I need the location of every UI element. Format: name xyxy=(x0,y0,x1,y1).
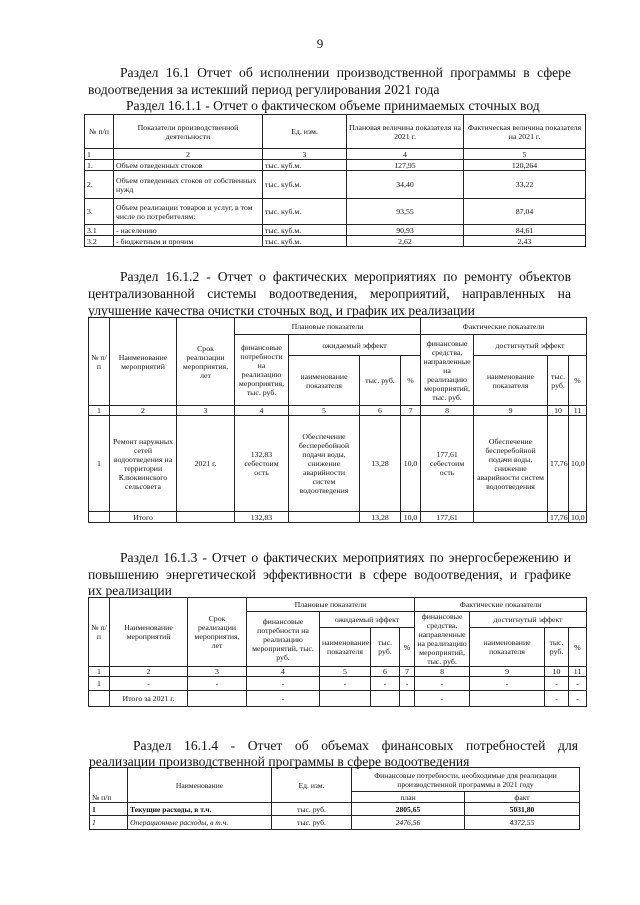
row-dash: - xyxy=(545,677,569,691)
header-name: Наименование мероприятий xyxy=(110,598,188,667)
row-achieved-effect: Обеспечение бесперебойной подачи воды, снижение аварийности систем водоотведения xyxy=(474,416,548,512)
row-num: 2. xyxy=(85,171,114,199)
row-expected-trub: 13,28 xyxy=(360,416,401,512)
col-number: 7 xyxy=(400,667,415,677)
repair-measures-table xyxy=(88,317,587,523)
total-expected-trub: 13,28 xyxy=(360,512,401,523)
section-16-1-4-title-line1: Раздел 16.1.4 - Отчет об объемах финансовых потребностей для xyxy=(133,738,578,753)
row-dash: - xyxy=(110,677,188,691)
col-number: 3 xyxy=(263,149,347,160)
header-indicator-name: наименование показателя xyxy=(320,628,371,667)
row-fin-plan: 132,83 себестоим ость xyxy=(235,416,289,512)
table-row xyxy=(85,225,586,236)
col-number: 6 xyxy=(371,667,400,677)
row-plan: 2,62 xyxy=(347,236,464,247)
header-plan-group: Плановые показатели xyxy=(235,318,421,335)
row-unit: тыс. куб.м. xyxy=(263,171,347,199)
col-number: 9 xyxy=(474,406,548,416)
header-fin-fact: финансовые средства, направленные на реализацию мероприятий, тыс. руб. xyxy=(421,335,474,406)
row-fact: 87,04 xyxy=(464,199,586,225)
header-term: Срок реализации мероприятия, лет xyxy=(188,598,247,667)
col-number: 4 xyxy=(347,149,464,160)
row-indicator: Объем отведенных стоков xyxy=(114,160,263,171)
row-fin-fact: 177,61 себестоим ость xyxy=(421,416,474,512)
section-16-1-2-title-line3: улучшение качества очистки сточных вод, и график их реализации xyxy=(88,303,475,318)
section-16-1-title-line1: Раздел 16.1 Отчет об исполнении производственной программы в сфере xyxy=(120,65,571,80)
table-row xyxy=(90,803,580,816)
section-16-1-2-title-line1: Раздел 16.1.2 - Отчет о фактических мероприятиях по ремонту объектов xyxy=(120,269,571,284)
energy-saving-table xyxy=(88,597,587,707)
header-percent: % xyxy=(401,356,421,406)
row-dash: - xyxy=(400,677,415,691)
row-dash: - xyxy=(188,677,247,691)
table-row xyxy=(89,677,587,691)
total-label: Итого за 2021 г. xyxy=(110,691,188,707)
total-dash: - xyxy=(415,691,470,707)
col-number: 2 xyxy=(114,149,263,160)
col-number: 4 xyxy=(235,406,289,416)
header-fin-plan: финансовые потребности на реализацию мероприятий, тыс. руб. xyxy=(247,612,320,667)
header-expected-effect: ожидаемый эффект xyxy=(289,335,421,356)
header-num: № п/п xyxy=(90,768,128,803)
header-num: № п/п xyxy=(89,598,110,667)
col-number: 4 xyxy=(247,667,320,677)
row-plan: 93,55 xyxy=(347,199,464,225)
row-indicator: Объем отведенных стоков от собственных нужд xyxy=(114,171,263,199)
row-num: 3.1 xyxy=(85,225,114,236)
total-dash: - xyxy=(545,691,569,707)
row-dash: - xyxy=(247,677,320,691)
row-indicator: - населению xyxy=(114,225,263,236)
col-number: 10 xyxy=(545,667,569,677)
section-16-1-3-title-line2: повышению энергетической эффективности в сфере водоотведения, и графике xyxy=(88,567,571,582)
section-16-1-title-line2: водоотведения за истекший период регулирования 2021 года xyxy=(88,82,440,97)
header-thousand-rub: тыс. руб. xyxy=(371,628,400,667)
row-achieved-trub: 17,76 xyxy=(548,416,569,512)
header-num: № п/п xyxy=(85,115,114,149)
col-number: 11 xyxy=(569,667,587,677)
col-number: 2 xyxy=(110,667,188,677)
page-number: 9 xyxy=(316,36,324,51)
row-num: 1 xyxy=(89,677,110,691)
header-fact: факт xyxy=(465,792,580,803)
row-fact: 5031,80 xyxy=(465,803,580,816)
row-num: 3.2 xyxy=(85,236,114,247)
row-plan: 127,95 xyxy=(347,160,464,171)
header-achieved-effect: достигнутый эффект xyxy=(474,335,587,356)
row-num: 1 xyxy=(89,416,110,512)
total-fin-plan: 132,83 xyxy=(235,512,289,523)
table-row xyxy=(89,416,587,512)
col-number: 10 xyxy=(548,406,569,416)
total-achieved-trub: 17,76 xyxy=(548,512,569,523)
col-number: 7 xyxy=(401,406,421,416)
row-fact: 84,61 xyxy=(464,225,586,236)
table-row xyxy=(85,236,586,247)
header-unit: Ед. изм. xyxy=(263,115,347,149)
header-indicator-name: наименование показателя xyxy=(289,356,360,406)
header-plan: план xyxy=(352,792,465,803)
col-number: 1 xyxy=(89,406,110,416)
col-number: 8 xyxy=(421,406,474,416)
row-expected-pct: 10,0 xyxy=(401,416,421,512)
header-indicator: Показатели производственной деятельности xyxy=(114,115,263,149)
table-row xyxy=(90,816,580,830)
volume-table xyxy=(84,114,586,247)
table-header-row xyxy=(85,115,586,149)
row-name: Текущие расходы, в т.ч. xyxy=(128,803,272,816)
total-row xyxy=(89,691,587,707)
row-term: 2021 г. xyxy=(177,416,235,512)
row-dash: - xyxy=(569,677,587,691)
row-achieved-pct: 10,0 xyxy=(569,416,587,512)
section-16-1-3-title-line3: их реализации xyxy=(88,583,172,598)
header-num: № п/п xyxy=(89,318,110,406)
section-16-1-1-title: Раздел 16.1.1 - Отчет о фактическом объеме принимаемых сточных вод xyxy=(126,98,540,113)
header-plan: Плановая величина показателя на 2021 г. xyxy=(347,115,464,149)
row-unit: тыс. руб. xyxy=(272,803,352,816)
col-number: 1 xyxy=(85,149,114,160)
row-plan: 2805,65 xyxy=(352,803,465,816)
header-name: Наименование мероприятий xyxy=(110,318,177,406)
row-fact: 120,264 xyxy=(464,160,586,171)
header-expected-effect: ожидаемый эффект xyxy=(320,612,415,628)
total-label: Итого xyxy=(110,512,177,523)
total-fin-fact: 177,61 xyxy=(421,512,474,523)
section-16-1-3-title-line1: Раздел 16.1.3 - Отчет о фактических мероприятиях по энергосбережению и xyxy=(120,550,571,565)
col-number: 1 xyxy=(89,667,110,677)
header-indicator-name: наименование показателя xyxy=(470,628,545,667)
col-number: 5 xyxy=(464,149,586,160)
row-dash: - xyxy=(371,677,400,691)
row-plan: 34,40 xyxy=(347,171,464,199)
row-unit: тыс. куб.м. xyxy=(263,160,347,171)
row-unit: тыс. куб.м. xyxy=(263,225,347,236)
col-number: 5 xyxy=(320,667,371,677)
col-number: 6 xyxy=(360,406,401,416)
total-dash: - xyxy=(569,691,587,707)
row-plan: 90,93 xyxy=(347,225,464,236)
row-num: 1 xyxy=(90,803,128,816)
header-percent: % xyxy=(569,628,587,667)
financial-needs-table xyxy=(89,767,580,830)
row-fact: 33,22 xyxy=(464,171,586,199)
row-unit: тыс. куб.м. xyxy=(263,199,347,225)
header-fin-fact: финансовые средства, направленные на реализацию мероприятий, тыс. руб. xyxy=(415,612,470,667)
header-thousand-rub: тыс. руб. xyxy=(545,628,569,667)
table-row xyxy=(85,171,586,199)
header-fact-group: Фактические показатели xyxy=(421,318,587,335)
header-term: Срок реализации мероприятия, лет xyxy=(177,318,235,406)
header-unit: Ед. изм. xyxy=(272,768,352,803)
row-num: 1. xyxy=(85,160,114,171)
row-name: Операционные расходы, в т.ч. xyxy=(128,816,272,830)
row-indicator: - бюджетным и прочим xyxy=(114,236,263,247)
row-dash: - xyxy=(320,677,371,691)
row-indicator: Объем реализации товаров и услуг, в том числе по потребителям: xyxy=(114,199,263,225)
row-unit: тыс. руб. xyxy=(272,816,352,830)
row-num: 3. xyxy=(85,199,114,225)
col-number: 8 xyxy=(415,667,470,677)
column-number-row xyxy=(89,667,587,677)
total-achieved-pct: 10,0 xyxy=(569,512,587,523)
header-financial-needs: Финансовые потребности, необходимые для реализации производственной программы в 2021 году xyxy=(352,768,580,792)
header-thousand-rub: тыс. руб. xyxy=(548,356,569,406)
column-number-row xyxy=(89,406,587,416)
section-16-1-2-title-line2: централизованной системы водоотведения, мероприятий, направленных на xyxy=(88,286,571,301)
row-num: 1 xyxy=(90,816,128,830)
col-number: 11 xyxy=(569,406,587,416)
table-row xyxy=(85,160,586,171)
header-plan-group: Плановые показатели xyxy=(247,598,415,612)
header-percent: % xyxy=(400,628,415,667)
col-number: 3 xyxy=(177,406,235,416)
row-name: Ремонт наружных сетей водоотведения на территории Клюквинского сельсовета xyxy=(110,416,177,512)
header-indicator-name: наименование показателя xyxy=(474,356,548,406)
row-expected-effect: Обеспечение бесперебойной подачи воды, снижение аварийности систем водоотведения xyxy=(289,416,360,512)
row-plan: 2476,56 xyxy=(352,816,465,830)
total-dash: - xyxy=(247,691,320,707)
column-number-row xyxy=(85,149,586,160)
header-name: Наименование xyxy=(128,768,272,803)
col-number: 5 xyxy=(289,406,360,416)
header-thousand-rub: тыс. руб. xyxy=(360,356,401,406)
col-number: 2 xyxy=(110,406,177,416)
total-expected-pct: 10,0 xyxy=(401,512,421,523)
section-16-1-4-title-line2: реализации производственной программы в сфере водоотведения xyxy=(89,754,470,769)
header-percent: % xyxy=(569,356,587,406)
col-number: 9 xyxy=(470,667,545,677)
row-unit: тыс. куб.м. xyxy=(263,236,347,247)
row-fact: 2,43 xyxy=(464,236,586,247)
row-dash: - xyxy=(470,677,545,691)
header-fact: Фактическая величина показателя на 2021 г. xyxy=(464,115,586,149)
col-number: 3 xyxy=(188,667,247,677)
total-row xyxy=(89,512,587,523)
header-achieved-effect: достигнутый эффект xyxy=(470,612,587,628)
header-fin-plan: финансовые потребности на реализацию мероприятия, тыс. руб. xyxy=(235,335,289,406)
header-fact-group: Фактические показатели xyxy=(415,598,587,612)
row-dash: - xyxy=(415,677,470,691)
table-row xyxy=(85,199,586,225)
row-fact: 4372,55 xyxy=(465,816,580,830)
